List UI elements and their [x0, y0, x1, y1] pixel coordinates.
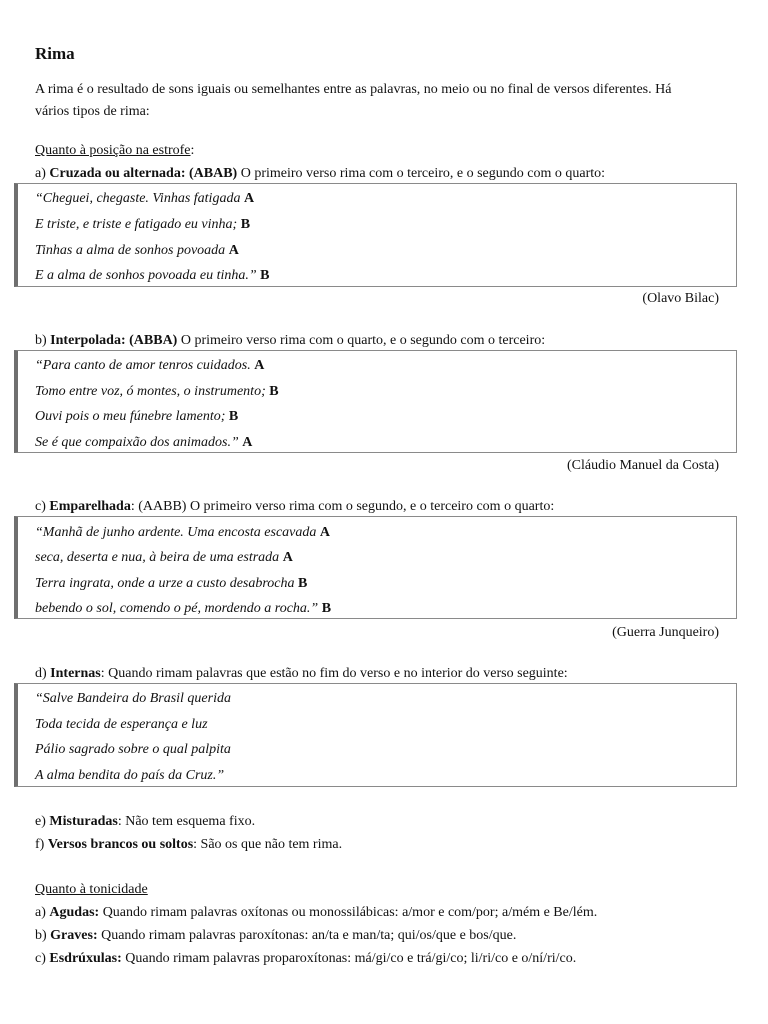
- author-credit: (Cláudio Manuel da Costa): [566, 458, 719, 473]
- rhyme-type-f: f) Versos brancos ou soltos: São os que não tem rima.: [35, 837, 343, 852]
- author-credit: (Olavo Bilac): [642, 291, 719, 306]
- tonicity-item-graves: b) Graves: Quando rimam palavras paroxítonas: an/ta e man/ta; qui/os/que e bos/que.: [35, 928, 517, 943]
- section-heading-position: Quanto à posição na estrofe:: [35, 143, 195, 158]
- intro-paragraph: A rima é o resultado de sons iguais ou semelhantes entre as palavras, no meio ou no final de versos diferentes. Há vários tipos de rima:: [35, 82, 672, 119]
- verse-line: E triste, e triste e fatigado eu vinha; B: [35, 217, 251, 232]
- page-title: Rima: [35, 44, 75, 63]
- rhyme-type-c: c) Emparelhada: (AABB) O primeiro verso rima com o segundo, e o terceiro com o quarto:: [35, 499, 555, 514]
- verse-line: Se é que compaixão dos animados.” A: [35, 435, 253, 450]
- rhyme-type-a: a) Cruzada ou alternada: (ABAB) O primeiro verso rima com o terceiro, e o segundo com o quarto:: [35, 166, 606, 181]
- rhyme-type-b: b) Interpolada: (ABBA) O primeiro verso rima com o quarto, e o segundo com o terceiro:: [35, 333, 546, 348]
- section-heading-tonicity: Quanto à tonicidade: [35, 882, 148, 897]
- author-credit: (Guerra Junqueiro): [612, 625, 719, 640]
- verse-line: seca, deserta e nua, à beira de uma estrada A: [35, 550, 293, 565]
- verse-line: Tinhas a alma de sonhos povoada A: [35, 243, 239, 258]
- verse-line: Tomo entre voz, ó montes, o instrumento; B: [35, 384, 279, 399]
- verse-line: Terra ingrata, onde a urze a custo desabrocha B: [35, 576, 308, 591]
- verse-line: “Salve Bandeira do Brasil querida: [35, 691, 231, 706]
- rhyme-type-e: e) Misturadas: Não tem esquema fixo.: [35, 814, 256, 829]
- verse-line: Toda tecida de esperança e luz: [35, 717, 208, 732]
- tonicity-item-agudas: a) Agudas: Quando rimam palavras oxítonas ou monossilábicas: a/mor e com/por; a/mém e Be/lém.: [35, 905, 598, 920]
- verse-line: A alma bendita do país da Cruz.”: [35, 768, 225, 783]
- verse-line: Pálio sagrado sobre o qual palpita: [35, 742, 231, 757]
- verse-line: “Cheguei, chegaste. Vinhas fatigada A: [35, 191, 255, 206]
- verse-line: “Manhã de junho ardente. Uma encosta escavada A: [35, 525, 330, 540]
- verse-line: bebendo o sol, comendo o pé, mordendo a rocha.” B: [35, 601, 332, 616]
- verse-line: “Para canto de amor tenros cuidados. A: [35, 358, 265, 373]
- rhyme-type-d: d) Internas: Quando rimam palavras que estão no fim do verso e no interior do verso seguinte:: [35, 666, 568, 681]
- verse-line: E a alma de sonhos povoada eu tinha.” B: [35, 268, 270, 283]
- tonicity-item-esdruxulas: c) Esdrúxulas: Quando rimam palavras proparoxítonas: má/gi/co e trá/gi/co; li/ri/co e o/ní/ri/co.: [35, 951, 577, 966]
- verse-line: Ouvi pois o meu fúnebre lamento; B: [35, 409, 239, 424]
